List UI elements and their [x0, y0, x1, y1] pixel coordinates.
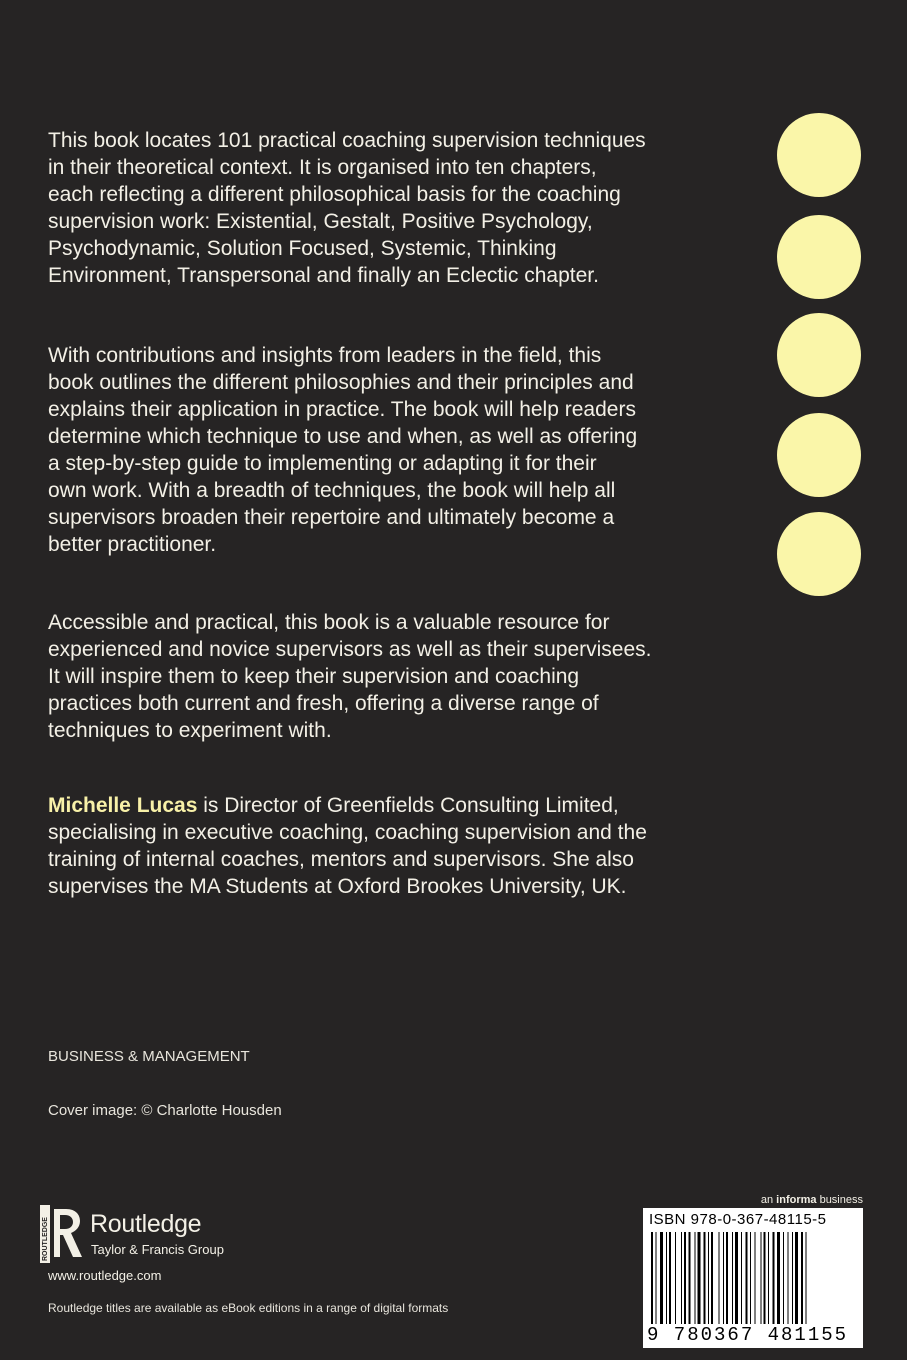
ebook-note: Routledge titles are available as eBook editions in a range of digital formats	[48, 1301, 449, 1315]
barcode	[643, 1208, 863, 1348]
barcode-bar	[783, 1232, 784, 1324]
barcode-bar	[684, 1232, 686, 1324]
cover-credit: Cover image: © Charlotte Housden	[48, 1102, 282, 1119]
barcode-bar	[689, 1232, 691, 1324]
decorative-dot	[777, 413, 861, 497]
decorative-dot	[777, 313, 861, 397]
barcode-bar	[704, 1232, 706, 1324]
barcode-bar	[726, 1232, 728, 1324]
publisher-website[interactable]: www.routledge.com	[48, 1268, 162, 1283]
barcode-bar	[773, 1232, 775, 1324]
barcode-bar	[788, 1232, 789, 1324]
isbn-label: ISBN 978-0-367-48115-5	[649, 1211, 827, 1228]
barcode-bar	[792, 1232, 793, 1324]
publisher-group: Taylor & Francis Group	[91, 1242, 224, 1257]
barcode-bar	[681, 1232, 682, 1324]
barcode-bar	[723, 1232, 724, 1324]
barcode-bar	[750, 1232, 751, 1324]
informa-tagline	[761, 1194, 863, 1206]
author-bio	[48, 792, 748, 900]
barcode-bar	[735, 1232, 738, 1324]
informa-suffix: business	[816, 1194, 863, 1206]
author-name: Michelle Lucas	[48, 794, 198, 817]
barcode-bar	[669, 1232, 671, 1324]
informa-prefix: an	[760, 1194, 777, 1206]
barcode-bar	[660, 1232, 663, 1324]
decorative-dot	[777, 113, 861, 197]
barcode-bar	[651, 1232, 653, 1324]
publisher-name: Routledge	[90, 1210, 202, 1238]
decorative-dot	[777, 512, 861, 596]
barcode-bar	[656, 1232, 657, 1324]
category-label: BUSINESS & MANAGEMENT	[48, 1048, 250, 1065]
barcode-bar	[746, 1232, 748, 1324]
description-paragraph-1: This book locates 101 practical coaching supervision techniques in their theoretical context. It is organised into ten chapters, each reflecting a different philosophical basis for the coaching supervision work: Existential, Gestalt, Positive Psychology, Psychodynamic, Solution Focused, Systemic, Thinking Environment, Transpersonal and finally an Eclectic chapter.	[48, 129, 646, 287]
barcode-bars-icon	[651, 1232, 855, 1326]
barcode-bar	[711, 1232, 713, 1324]
barcode-bar	[768, 1232, 769, 1324]
logo-spine-text: ROUTLEDGE	[42, 1217, 49, 1261]
barcode-bar	[795, 1232, 798, 1324]
barcode-digits: 9 780367 481155	[647, 1324, 849, 1346]
barcode-bar	[741, 1232, 742, 1324]
informa-brand: informa	[776, 1194, 817, 1206]
description-paragraph-3: Accessible and practical, this book is a valuable resource for experienced and novice supervisors as well as their supervisees. It will inspire them to keep their supervision and coaching practices both current and fresh, offering a diverse range of techniques to experiment with.	[48, 611, 652, 742]
barcode-bar	[695, 1232, 696, 1324]
barcode-bar	[732, 1232, 733, 1324]
barcode-bar	[777, 1232, 780, 1324]
barcode-bar	[755, 1232, 756, 1324]
barcode-bar	[719, 1232, 720, 1324]
author-bio-text: is Director of Greenfields Consulting Limited, specialising in executive coaching, coaching supervision and the training of internal coaches, mentors and supervisors. She also supervises the MA Students at Oxford Brookes University, UK.	[48, 794, 647, 898]
barcode-bar	[708, 1232, 709, 1324]
barcode-bar	[761, 1232, 762, 1324]
barcode-bar	[675, 1232, 676, 1324]
barcode-bar	[801, 1232, 803, 1324]
routledge-logo-icon	[40, 1205, 84, 1263]
barcode-bar	[698, 1232, 701, 1324]
decorative-dot	[777, 215, 861, 299]
barcode-bar	[806, 1232, 807, 1324]
barcode-bar	[666, 1232, 667, 1324]
description-paragraph-2: With contributions and insights from leaders in the field, this book outlines the different philosophies and their principles and explains their application in practice. The book will help readers determine which technique to use and when, as well as offering a step-by-step guide to implementing or adapting it for their own work. With a breadth of techniques, the book will help all supervisors broaden their repertoire and ultimately become a better practitioner.	[48, 344, 638, 556]
barcode-bar	[764, 1232, 766, 1324]
